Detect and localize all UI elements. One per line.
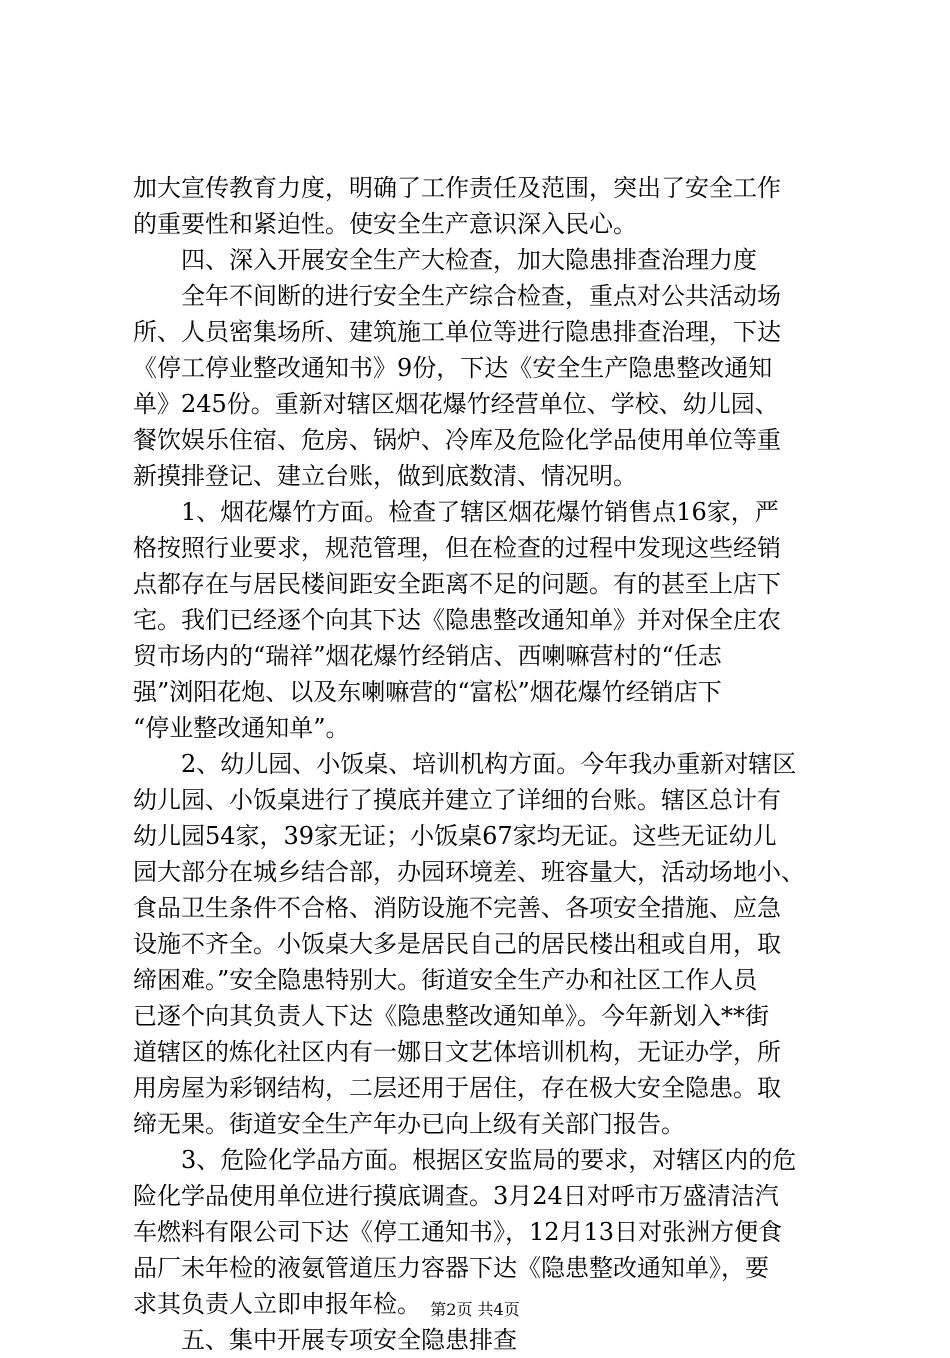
text-line: “停业整改通知单”。 bbox=[133, 714, 350, 742]
text-line: 园大部分在城乡结合部，办园环境差、班容量大，活动场地小、 bbox=[133, 858, 805, 886]
text-line: 已逐个向其负责人下达《隐患整改通知单》。今年新划入**街 bbox=[133, 1002, 769, 1030]
text-line: 3、危险化学品方面。根据区安监局的要求，对辖区内的危 bbox=[133, 1146, 797, 1174]
text-line: 设施不齐全。小饭桌大多是居民自己的居民楼出租或自用，取 bbox=[133, 930, 781, 958]
text-line: 餐饮娱乐住宿、危房、锅炉、冷库及危险化学品使用单位等重 bbox=[133, 426, 781, 454]
text-line: 食品卫生条件不合格、消防设施不完善、各项安全措施、应急 bbox=[133, 894, 781, 922]
text-line: 强”浏阳花炮、以及东喇嘛营的“富松”烟花爆竹经销店下 bbox=[133, 678, 722, 706]
section-heading: 五、集中开展专项安全隐患排查 bbox=[133, 1326, 517, 1354]
text-line: 全年不间断的进行安全生产综合检查，重点对公共活动场 bbox=[133, 282, 781, 310]
page-number: 第2页 共4页 bbox=[430, 1300, 520, 1319]
text-line: 的重要性和紧迫性。使安全生产意识深入民心。 bbox=[133, 210, 637, 238]
text-line: 缔困难。”安全隐患特别大。街道安全生产办和社区工作人员 bbox=[133, 966, 758, 994]
section-heading: 四、深入开展安全生产大检查，加大隐患排查治理力度 bbox=[133, 246, 757, 274]
text-line: 品厂未年检的液氨管道压力容器下达《隐患整改通知单》，要 bbox=[133, 1254, 769, 1282]
text-line: 缔无果。街道安全生产年办已向上级有关部门报告。 bbox=[133, 1110, 685, 1138]
text-line: 点都存在与居民楼间距安全距离不足的问题。有的甚至上店下 bbox=[133, 570, 781, 598]
text-line: 幼儿园、小饭桌进行了摸底并建立了详细的台账。辖区总计有 bbox=[133, 786, 781, 814]
text-line: 格按照行业要求，规范管理，但在检查的过程中发现这些经销 bbox=[133, 534, 781, 562]
text-line: 幼儿园54家，39家无证；小饭桌67家均无证。这些无证幼儿 bbox=[133, 822, 777, 850]
text-line: 单》245份。重新对辖区烟花爆竹经营单位、学校、幼儿园、 bbox=[133, 390, 779, 418]
text-line: 险化学品使用单位进行摸底调查。3月24日对呼市万盛清洁汽 bbox=[133, 1182, 779, 1210]
text-line: 所、人员密集场所、建筑施工单位等进行隐患排查治理，下达 bbox=[133, 318, 781, 346]
text-line: 宅。我们已经逐个向其下达《隐患整改通知单》并对保全庄农 bbox=[133, 606, 781, 634]
text-line: 加大宣传教育力度，明确了工作责任及范围，突出了安全工作 bbox=[133, 174, 781, 202]
text-line: 1、烟花爆竹方面。检查了辖区烟花爆竹销售点16家，严 bbox=[133, 498, 779, 526]
text-line: 求其负责人立即申报年检。 bbox=[133, 1290, 421, 1318]
text-line: 新摸排登记、建立台账，做到底数清、情况明。 bbox=[133, 462, 637, 490]
text-line: 贸市场内的“瑞祥”烟花爆竹经销店、西喇嘛营村的“任志 bbox=[133, 642, 722, 670]
document-body bbox=[133, 170, 833, 1358]
text-line: 2、幼儿园、小饭桌、培训机构方面。今年我办重新对辖区 bbox=[133, 750, 797, 778]
text-line: 道辖区的炼化社区内有一娜日文艺体培训机构，无证办学，所 bbox=[133, 1038, 781, 1066]
text-line: 用房屋为彩钢结构，二层还用于居住，存在极大安全隐患。取 bbox=[133, 1074, 781, 1102]
text-line: 《停工停业整改通知书》9份，下达《安全生产隐患整改通知 bbox=[133, 354, 773, 382]
text-line: 车燃料有限公司下达《停工通知书》，12月13日对张洲方便食 bbox=[133, 1218, 783, 1246]
